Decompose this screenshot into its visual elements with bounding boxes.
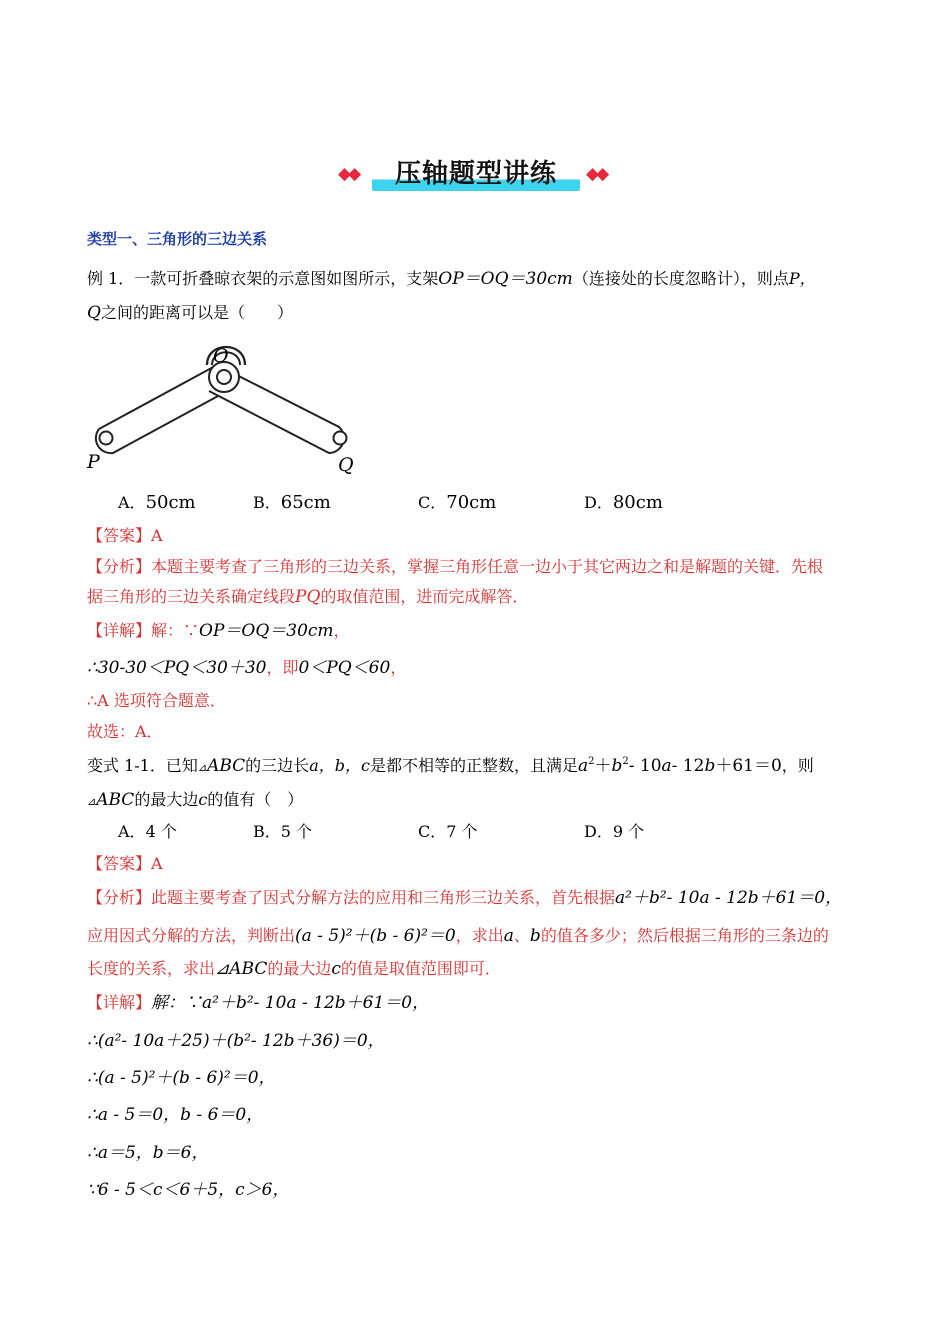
variant1-question-line1: 变式 1-1．已知⊿ABC的三边长a，b，c是都不相等的正整数，且满足$a^2+b^2-$ 10a- 12b＋61＝0，则: [87, 756, 814, 776]
example1-condition: OP＝OQ＝30cm: [438, 269, 573, 289]
example1-question-line1: [87, 268, 816, 290]
variant1-detail-line4: ∴a - 5＝0，b - 6＝0，: [87, 1105, 264, 1125]
example1-option-a[interactable]: A．50cm: [118, 492, 196, 513]
rack-hole-q: [334, 432, 347, 445]
figure-label-o: O: [213, 345, 229, 367]
example1-option-b[interactable]: B．65cm: [253, 492, 331, 513]
variant1-answer: 【答案】A: [87, 854, 163, 873]
section-banner: [0, 150, 950, 200]
variant1-detail-line2: ∴(a²- 10a＋25)＋(b²- 12b＋36)＝0，: [87, 1031, 385, 1051]
folding-rack-figure: [85, 335, 375, 480]
rack-hole-p: [100, 432, 113, 445]
figure-label-q: Q: [338, 454, 354, 476]
variant1-question-line2: ⊿ABC的最大边c的值有（ ）: [87, 790, 304, 810]
banner-diamonds-left: ◆◆: [338, 164, 359, 184]
example1-point-q: Q: [87, 303, 101, 323]
example1-analysis-line1: 【分析】本题主要考查了三角形的三边关系，掌握三角形任意一边小于其它两边之和是解题的关键．先根: [87, 557, 824, 576]
variant1-option-b[interactable]: B．5 个: [253, 822, 313, 841]
example1-answer: 【答案】A: [87, 526, 163, 545]
variant1-detail-line5: ∴a＝5，b＝6，: [87, 1143, 209, 1163]
example1-option-d[interactable]: D．80cm: [584, 492, 663, 513]
example1-analysis-line2: 据三角形的三边关系确定线段PQ的取值范围，进而完成解答．: [87, 587, 529, 607]
variant1-analysis-line1: 【分析】此题主要考查了因式分解方法的应用和三角形三边关系，首先根据a²＋b²- 10a - 12b＋61＝0，: [87, 888, 843, 908]
section-heading: 类型一、三角形的三边关系: [87, 230, 268, 248]
variant1-analysis-line3: 长度的关系，求出⊿ABC的最大边c的值是取值范围即可．: [87, 959, 501, 979]
example1-detail-line4: 故选：A．: [87, 722, 163, 741]
example1-text: 例 1．一款可折叠晾衣架的示意图如图所示，支架: [87, 269, 439, 288]
figure-label-p: P: [87, 451, 100, 473]
variant1-analysis-line2: 应用因式分解的方法，判断出(a - 5)²＋(b - 6)²＝0，求出a、b的值各多少；然后根据三角形的三条边的: [87, 926, 829, 946]
variant1-option-a[interactable]: A．4 个: [118, 822, 177, 841]
variant1-option-c[interactable]: C．7 个: [418, 822, 478, 841]
example1-tail: （连接处的长度忽略计），则点: [572, 269, 789, 288]
example1-question-line2: [87, 302, 293, 324]
banner-diamonds-right: ◆◆: [586, 164, 607, 184]
variant1-detail-line3: ∴(a - 5)²＋(b - 6)²＝0，: [87, 1068, 276, 1088]
variant1-detail-line1: 【详解】解：∵a²＋b²- 10a - 12b＋61＝0，: [87, 993, 430, 1013]
example1-option-c[interactable]: C．70cm: [418, 492, 497, 513]
example1-detail-line1: 【详解】解：∵OP＝OQ＝30cm，: [87, 621, 350, 641]
example1-detail-line3: ∴A 选项符合题意．: [87, 691, 226, 710]
example1-question-end: 之间的距离可以是（ ）: [100, 303, 293, 322]
example1-point-p: P，: [788, 269, 816, 288]
example1-detail-line2: ∴30-30＜PQ＜30＋30，即0＜PQ＜60，: [87, 658, 407, 678]
banner-title: 压轴题型讲练: [372, 156, 580, 194]
rack-joint-inner: [217, 370, 231, 384]
variant1-option-d[interactable]: D．9 个: [584, 822, 645, 841]
variant1-detail-line6: ∵6 - 5＜c＜6＋5，c＞6，: [87, 1180, 290, 1200]
